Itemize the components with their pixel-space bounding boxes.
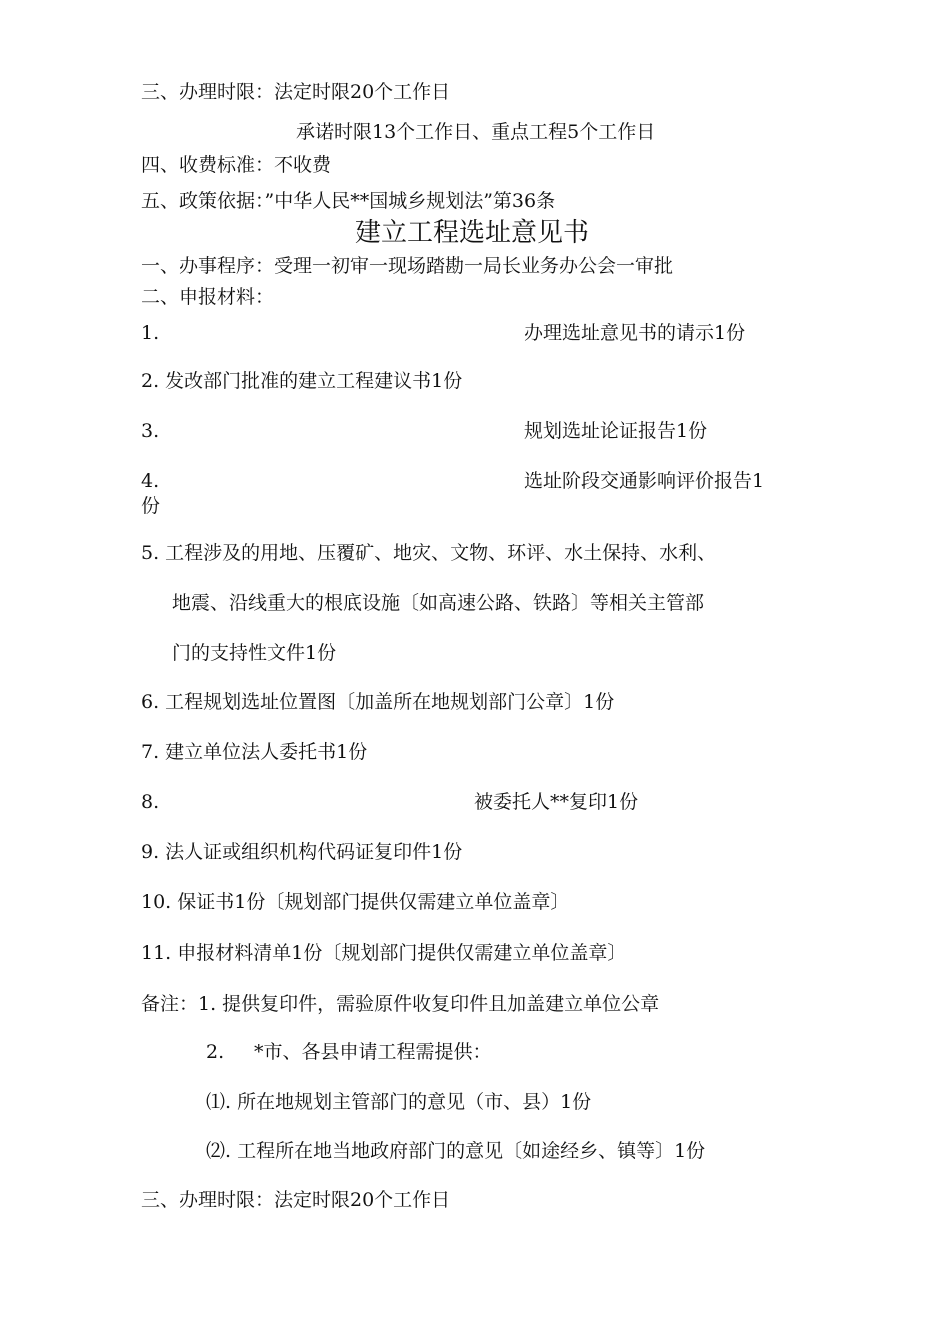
list-item-8-number: 8. — [141, 791, 160, 813]
list-item-5-line-3: 门的支持性文件1份 — [172, 642, 337, 664]
list-item-8-text: 被委托人**复印1份 — [474, 791, 639, 813]
note-2-sub-item-2: ⑵. 工程所在地当地政府部门的意见〔如途经乡、镇等〕1份 — [206, 1140, 706, 1162]
list-item-3-text: 规划选址论证报告1份 — [524, 420, 708, 442]
list-item-7: 7. 建立单位法人委托书1份 — [141, 741, 368, 763]
list-item-5-line-2: 地震、沿线重大的根底设施〔如高速公路、铁路〕等相关主管部 — [172, 592, 705, 614]
note-line-1: 备注：1. 提供复印件，需验原件收复印件且加盖建立单位公章 — [141, 993, 660, 1015]
list-item-4-number: 4. — [141, 470, 160, 492]
list-item-10: 10. 保证书1份〔规划部门提供仅需建立单位盖章〕 — [141, 891, 570, 913]
list-item-9: 9. 法人证或组织机构代码证复印件1份 — [141, 841, 463, 863]
list-item-11: 11. 申报材料清单1份〔规划部门提供仅需建立单位盖章〕 — [141, 942, 627, 964]
list-item-4-continuation: 份 — [141, 495, 161, 517]
note-2-number: 2. — [206, 1041, 225, 1063]
materials-heading: 二、申报材料： — [141, 286, 275, 308]
time-limit-line: 三、办理时限：法定时限20个工作日 — [141, 81, 451, 103]
fee-standard-line: 四、收费标准：不收费 — [141, 154, 332, 176]
time-limit-line-repeat: 三、办理时限：法定时限20个工作日 — [141, 1189, 451, 1211]
list-item-5-line-1: 5. 工程涉及的用地、压覆矿、地灾、文物、环评、水土保持、水利、 — [141, 542, 717, 564]
section-title: 建立工程选址意见书 — [355, 218, 590, 248]
procedure-line: 一、办事程序：受理一初审一现场踏勘一局长业务办公会一审批 — [141, 255, 674, 277]
note-2-text: *市、各县申请工程需提供： — [254, 1041, 492, 1063]
list-item-3-number: 3. — [141, 420, 160, 442]
list-item-1-number: 1. — [141, 322, 160, 344]
list-item-1-text: 办理选址意见书的请示1份 — [524, 322, 746, 344]
note-2-sub-item-1: ⑴. 所在地规划主管部门的意见（市、县）1份 — [206, 1091, 592, 1113]
list-item-4-text: 选址阶段交通影响评价报告1 — [524, 470, 765, 492]
list-item-6: 6. 工程规划选址位置图〔加盖所在地规划部门公章〕1份 — [141, 691, 615, 713]
policy-basis-line: 五、政策依据：”中华人民**国城乡规划法”第36条 — [141, 190, 556, 212]
promised-time-limit-line: 承诺时限13个工作日、重点工程5个工作日 — [296, 121, 656, 143]
list-item-2: 2. 发改部门批准的建立工程建议书1份 — [141, 370, 463, 392]
